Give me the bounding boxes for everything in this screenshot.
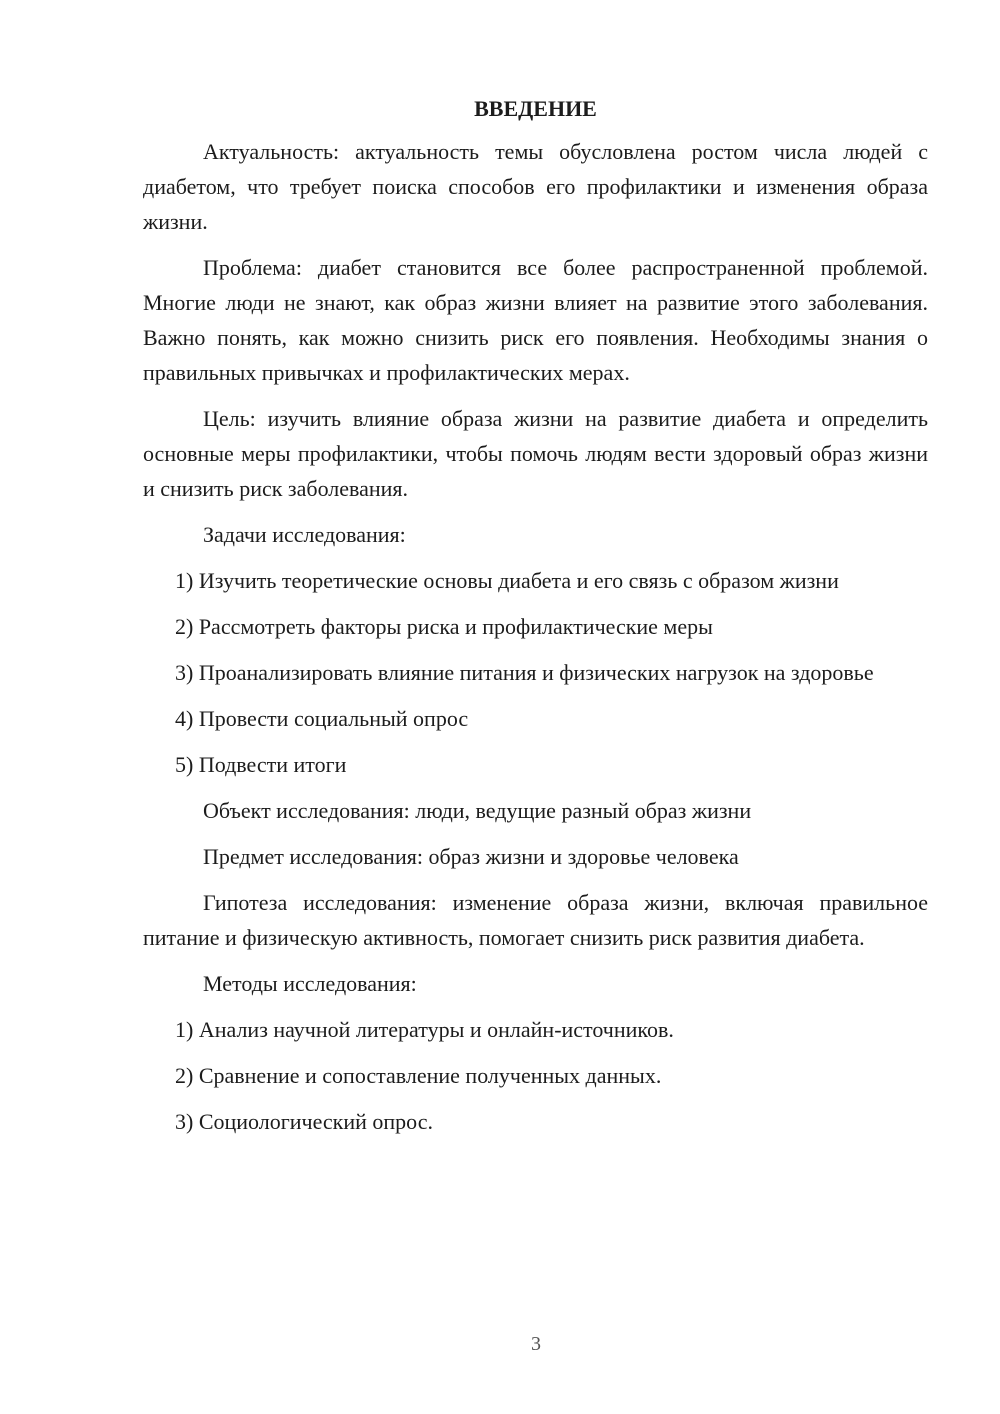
methods-title: Методы исследования: xyxy=(203,971,417,996)
method-item: 2) Сравнение и сопоставление полученных данных. xyxy=(175,1063,662,1088)
method-item: 1) Анализ научной литературы и онлайн-источников. xyxy=(175,1017,674,1042)
task-item: 5) Подвести итоги xyxy=(175,752,347,777)
research-subject: Предмет исследования: образ жизни и здоровье человека xyxy=(203,844,739,869)
goal-paragraph: Цель: изучить влияние образа жизни на развитие диабета и определить основные меры профилактики, чтобы помочь людям вести здоровый образ жизни и снизить риск заболевания. xyxy=(143,406,928,501)
task-item: 3) Проанализировать влияние питания и физических нагрузок на здоровье xyxy=(175,660,874,685)
relevance-paragraph: Актуальность: актуальность темы обусловлена ростом числа людей с диабетом, что требует поиска способов его профилактики и изменения образа жизни. xyxy=(143,139,928,234)
problem-paragraph: Проблема: диабет становится все более распространенной проблемой. Многие люди не знают, как образ жизни влияет на развитие этого заболевания. Важно понять, как можно снизить риск его появления. Необходимы знания о правильных привычках и профилактических мерах. xyxy=(143,255,928,385)
page-number: 3 xyxy=(531,1333,541,1355)
hypothesis-paragraph: Гипотеза исследования: изменение образа жизни, включая правильное питание и физическую активность, помогает снизить риск развития диабета. xyxy=(143,890,928,950)
research-object: Объект исследования: люди, ведущие разный образ жизни xyxy=(203,798,752,823)
task-item: 4) Провести социальный опрос xyxy=(175,706,469,731)
document-body xyxy=(143,94,928,1150)
tasks-title: Задачи исследования: xyxy=(203,522,406,547)
section-heading: ВВЕДЕНИЕ xyxy=(474,96,597,121)
task-item: 2) Рассмотреть факторы риска и профилактические меры xyxy=(175,614,713,639)
task-item: 1) Изучить теоретические основы диабета и его связь с образом жизни xyxy=(175,568,839,593)
method-item: 3) Социологический опрос. xyxy=(175,1109,433,1134)
